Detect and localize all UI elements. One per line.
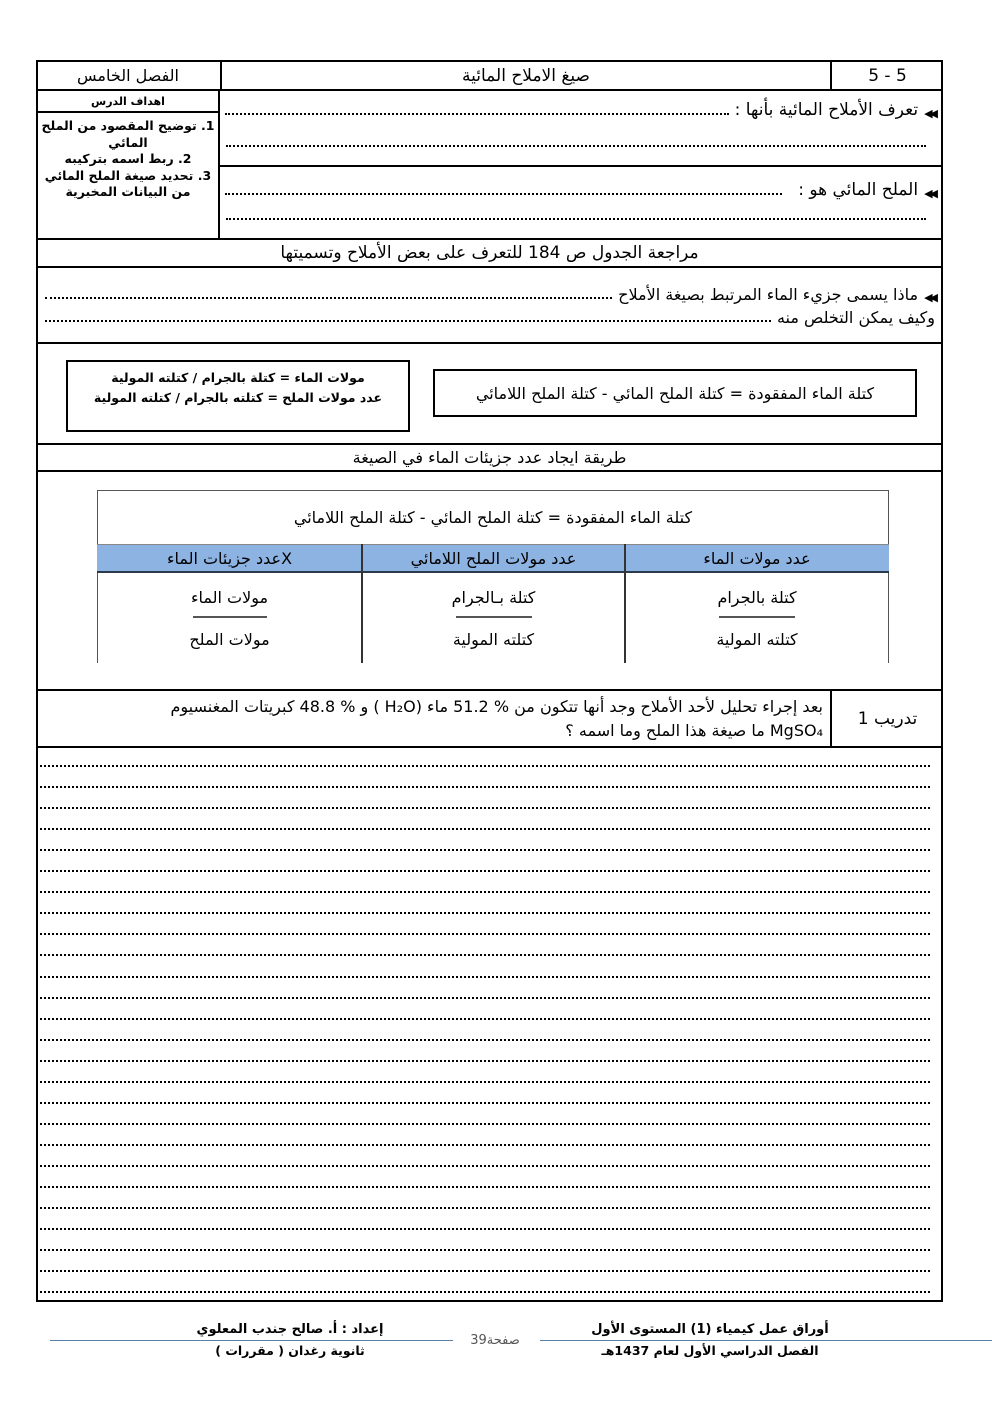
answer-line[interactable] (45, 320, 771, 322)
answer-line[interactable] (225, 193, 782, 195)
page-number: 39صفحة (470, 1333, 520, 1348)
fraction-bar (719, 616, 795, 618)
fraction-bar (193, 616, 267, 618)
answer-line[interactable] (45, 297, 612, 299)
objective-item: 3. تحديد صيغة الملح المائي من البيانات المخبرية (44, 167, 212, 199)
question-label: تعرف الأملاح المائية بأنها : (734, 100, 919, 120)
answer-line[interactable] (226, 145, 926, 147)
objectives-list (40, 118, 216, 201)
moles-salt-formula: عدد مولات الملح = كتلته بالجرام / كتلته المولية (93, 390, 383, 405)
answer-line[interactable] (40, 1123, 930, 1125)
footer-rule (540, 1340, 992, 1341)
fraction-moles-salt (362, 588, 625, 649)
exercise-line-2: MgSO₄ ما صيغة هذا الملح وما اسمه ؟ (565, 721, 823, 740)
answer-line[interactable] (40, 1249, 930, 1251)
chapter-label: الفصل الخامس (77, 66, 179, 85)
question-label: ماذا يسمى جزيء الماء المرتبط بصيغة الأملاح (618, 285, 919, 304)
answer-line[interactable] (40, 1018, 930, 1020)
method-table-formula: كتلة الماء المفقودة = كتلة الملح المائي - كتلة الملح اللامائي (293, 507, 693, 527)
column-header: عدد مولات الملح اللامائي (410, 549, 577, 568)
exercise-line-1: بعد إجراء تحليل لأحد الأملاح وجد أنها تتكون من % 51.2 ماء (H₂O ) و % 48.8 كبريتات المغنسيوم (170, 697, 823, 716)
bullet-icon: ◀◀ (924, 187, 935, 200)
numerator: كتلة بـالجرام (451, 588, 536, 607)
denominator: مولات الملح (189, 630, 270, 649)
footer-left-sub: ثانوية رغدان ( مقررات ) (215, 1343, 365, 1358)
answer-line[interactable] (40, 1144, 930, 1146)
page-title: صيغ الاملاح المائية (220, 60, 830, 91)
answer-line[interactable] (40, 1081, 930, 1083)
answer-line[interactable] (40, 1228, 930, 1230)
answer-line[interactable] (40, 870, 930, 872)
water-question-line-2 (45, 308, 935, 327)
footer-rule (50, 1340, 453, 1341)
divider (36, 689, 943, 691)
answer-line[interactable] (40, 807, 930, 809)
answer-line[interactable] (40, 1039, 930, 1041)
answer-line[interactable] (225, 113, 729, 115)
answer-line[interactable] (40, 1165, 930, 1167)
answer-line[interactable] (40, 1186, 930, 1188)
mass-lost-formula-box: كتلة الماء المفقودة = كتلة الملح المائي - كتلة الملح اللامائي (433, 369, 917, 417)
question-label: الملح المائي هو : (798, 180, 919, 200)
moles-formula-box (66, 360, 410, 432)
bullet-icon: ◀◀ (924, 107, 935, 120)
objective-item: 2. ربط اسمه بتركيبه (64, 151, 192, 166)
denominator: كتلته المولية (716, 630, 798, 649)
review-note: مراجعة الجدول ص 184 للتعرف على بعض الأملاح وتسميتها (36, 240, 943, 268)
answer-line[interactable] (40, 933, 930, 935)
footer-right-sub: الفصل الدراسي الأول لعام 1437هـ (601, 1343, 819, 1358)
fraction-bar (456, 616, 532, 618)
answer-line[interactable] (40, 1270, 930, 1272)
answer-line[interactable] (40, 1060, 930, 1062)
bullet-icon: ◀◀ (924, 291, 935, 304)
method-heading: طريقة ايجاد عدد جزيئات الماء في الصيغة (36, 445, 943, 472)
divider (36, 746, 943, 748)
answer-line[interactable] (40, 954, 930, 956)
exercise-label: تدريب 1 (830, 691, 943, 746)
objective-item: 1. توضيح المقصود من الملح المائي (41, 118, 215, 150)
column-header: عدد مولات الماء (703, 549, 811, 568)
answer-line[interactable] (40, 765, 930, 767)
moles-water-formula: مولات الماء = كتلة بالجرام / كتلته المولية (111, 370, 365, 385)
answer-line[interactable] (40, 849, 930, 851)
answer-line[interactable] (40, 912, 930, 914)
answer-line[interactable] (40, 1291, 930, 1293)
answer-line[interactable] (226, 218, 926, 220)
definition-question-1 (225, 100, 935, 120)
objectives-heading: اهداف الدرس (36, 91, 220, 113)
numerator: كتلة بالجرام (717, 588, 797, 607)
exercise-text (45, 695, 823, 743)
answer-line[interactable] (40, 976, 930, 978)
answer-line[interactable] (40, 786, 930, 788)
numerator: مولات الماء (190, 588, 269, 607)
column-header: Xعدد جزيئات الماء (166, 549, 293, 568)
answer-line[interactable] (40, 1102, 930, 1104)
fraction-water-molecules (97, 588, 362, 649)
divider (36, 342, 943, 344)
footer-right-title: أوراق عمل كيمياء (1) المستوى الأول (591, 1322, 829, 1337)
answer-line[interactable] (40, 828, 930, 830)
answer-line[interactable] (40, 891, 930, 893)
question-label: وكيف يمكن التخلص منه (776, 308, 935, 327)
denominator: كتلته المولية (452, 630, 535, 649)
lesson-number: 5 - 5 (830, 60, 943, 91)
fraction-moles-water (625, 588, 889, 649)
definition-question-2 (225, 180, 935, 200)
answer-line[interactable] (40, 997, 930, 999)
water-question-line-1 (45, 285, 935, 304)
answer-line[interactable] (40, 1207, 930, 1209)
footer-left-title: إعداد : أ. صالح جندب المعلوي (196, 1322, 384, 1337)
